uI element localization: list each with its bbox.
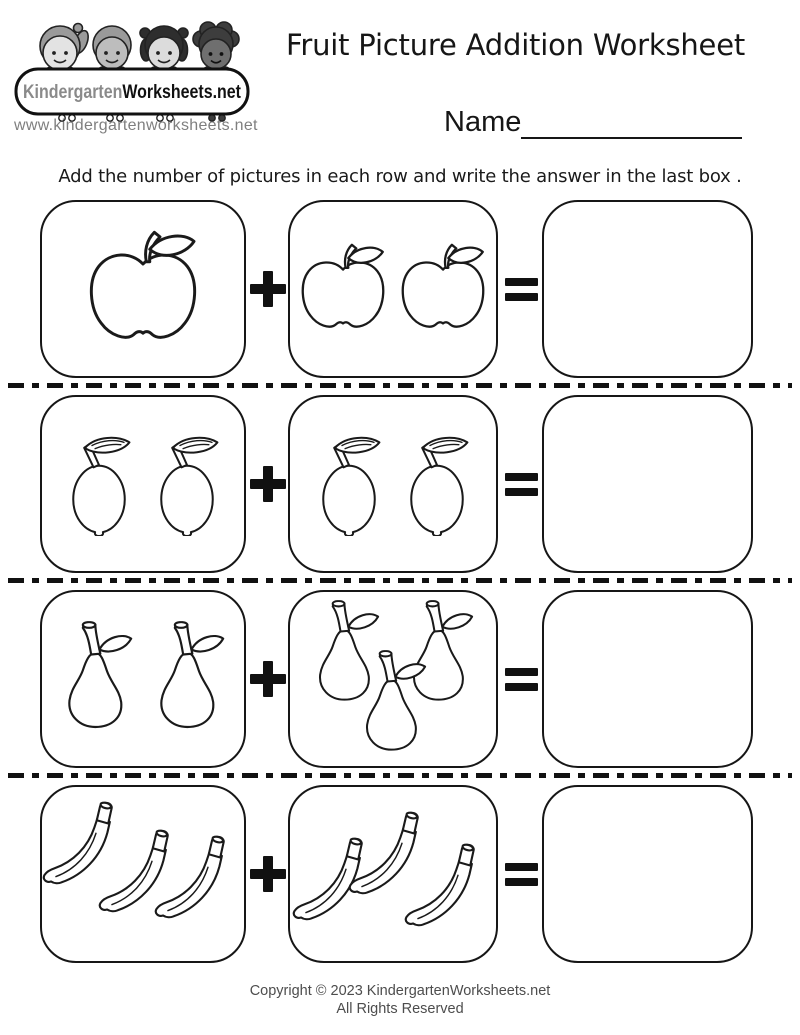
name-line <box>444 106 742 139</box>
copyright-text: Copyright © 2023 KindergartenWorksheets.net <box>249 983 551 999</box>
plus-icon <box>250 661 286 697</box>
addend-box-2 <box>288 395 498 573</box>
equals-icon <box>505 668 538 691</box>
equals-icon <box>505 473 538 496</box>
banana-icon <box>150 833 248 931</box>
plus-sign <box>249 395 287 573</box>
pear-icon <box>139 621 239 738</box>
instruction-text: Add the number of pictures in each row and write the answer in the last box . <box>58 166 742 187</box>
equals-sign <box>503 200 539 378</box>
brand-logo <box>12 12 252 124</box>
apple-icon <box>390 236 496 342</box>
answer-box[interactable] <box>542 395 753 573</box>
equals-sign <box>503 395 539 573</box>
dashed-separator <box>8 578 792 583</box>
pear-icon <box>47 621 147 738</box>
addend-box-1 <box>40 785 246 963</box>
website-url: www.kindergartenworksheets.net <box>14 117 258 134</box>
addend-box-1 <box>40 200 246 378</box>
addend-box-2 <box>288 200 498 378</box>
apple-icon <box>290 236 396 342</box>
plus-sign <box>249 785 287 963</box>
answer-box[interactable] <box>542 785 753 963</box>
name-field[interactable] <box>521 107 742 139</box>
plus-icon <box>250 856 286 892</box>
lemon-icon <box>390 433 484 536</box>
equals-sign <box>503 785 539 963</box>
lemon-icon <box>140 433 234 536</box>
problem-row <box>0 395 800 573</box>
dashed-separator <box>8 773 792 778</box>
addend-box-2 <box>288 590 498 768</box>
name-label: Name <box>444 106 522 138</box>
lemon-icon <box>302 433 396 536</box>
plus-icon <box>250 271 286 307</box>
page-footer <box>0 982 800 1018</box>
equals-icon <box>505 278 538 301</box>
logo-wordmark: KindergartenWorksheets.net <box>23 82 252 103</box>
lemon-icon <box>52 433 146 536</box>
plus-sign <box>249 200 287 378</box>
page-title: Fruit Picture Addition Worksheet <box>285 28 746 62</box>
addend-box-2 <box>288 785 498 963</box>
answer-box[interactable] <box>542 590 753 768</box>
problem-row <box>0 785 800 963</box>
addend-box-1 <box>40 395 246 573</box>
problem-row <box>0 200 800 378</box>
problem-row <box>0 590 800 768</box>
rights-text: All Rights Reserved <box>336 1001 464 1018</box>
answer-box[interactable] <box>542 200 753 378</box>
apple-icon <box>75 221 211 357</box>
equals-sign <box>503 590 539 768</box>
plus-icon <box>250 466 286 502</box>
pear-icon <box>346 650 440 760</box>
equals-icon <box>505 863 538 886</box>
dashed-separator <box>8 383 792 388</box>
plus-sign <box>249 590 287 768</box>
kids-logo-illustration <box>12 12 252 124</box>
banana-icon <box>400 841 498 939</box>
addend-box-1 <box>40 590 246 768</box>
